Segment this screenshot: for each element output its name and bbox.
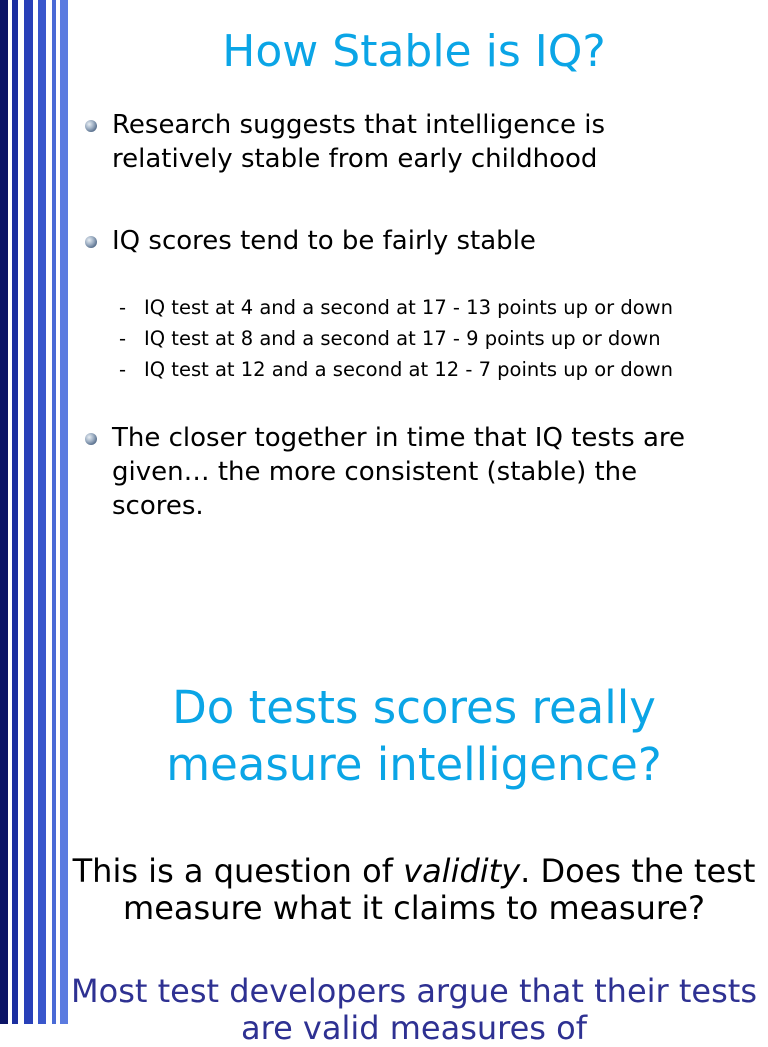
dash-marker: - <box>119 327 127 350</box>
bullet-item <box>112 108 732 176</box>
decor-stripe <box>12 0 18 1024</box>
bullet-item <box>112 224 732 258</box>
sub-list-item <box>119 323 759 354</box>
slide-title: How Stable is IQ? <box>222 26 606 77</box>
dash-marker: - <box>119 296 127 319</box>
body-paragraph <box>68 853 760 927</box>
sphere-bullet-icon <box>85 236 97 248</box>
sub-list-item <box>119 292 759 323</box>
bullet-item <box>112 421 732 523</box>
bullet-text: The closer together in time that IQ tests are given… the more consistent (stable) the scores. <box>112 423 685 521</box>
decor-stripe <box>60 0 68 1024</box>
sphere-bullet-icon <box>85 120 97 132</box>
decor-stripe <box>52 0 56 1024</box>
sub-item-text: IQ test at 8 and a second at 17 - 9 points up or down <box>144 327 661 350</box>
bullet-text: Research suggests that intelligence is relatively stable from early childhood <box>112 110 606 174</box>
sub-item-text: IQ test at 4 and a second at 17 - 13 points up or down <box>144 296 673 319</box>
sub-list-item <box>119 354 759 385</box>
decor-stripe <box>0 0 8 1024</box>
body-text: This is a question of <box>72 852 404 890</box>
slide-title: Do tests scores really measure intelligence? <box>166 681 662 791</box>
decor-stripe <box>24 0 33 1024</box>
dash-marker: - <box>119 358 127 381</box>
highlight-paragraph: Most test developers argue that their tests are valid measures of <box>71 972 757 1047</box>
sub-list <box>119 292 759 385</box>
emphasis-text: validity <box>403 852 521 890</box>
bullet-text: IQ scores tend to be fairly stable <box>112 226 536 256</box>
body-text: . Does the test measure what it claims to measure? <box>123 852 756 927</box>
decor-stripe <box>38 0 46 1024</box>
sphere-bullet-icon <box>85 433 97 445</box>
sub-item-text: IQ test at 12 and a second at 12 - 7 points up or down <box>144 358 673 381</box>
